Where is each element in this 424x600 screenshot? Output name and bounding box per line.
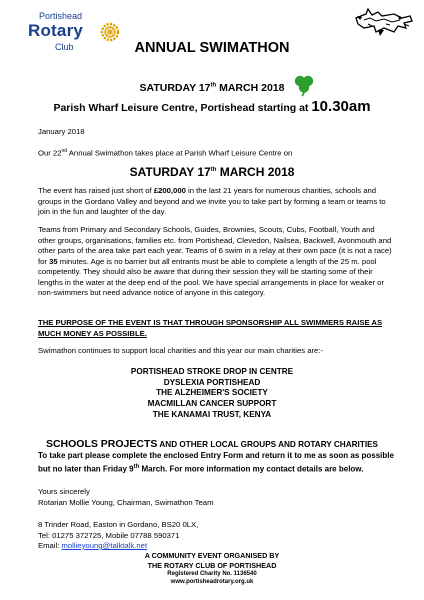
- charity-number: Registered Charity No. 1136540: [167, 571, 257, 578]
- contact-email-row: Email: mollieyoung@talktalk.net: [38, 541, 148, 550]
- shamrock-icon: [291, 73, 317, 97]
- charities-intro: Swimathon continues to support local charities and this year our main charities are:-: [38, 346, 324, 355]
- big-event-date: SATURDAY 17th MARCH 2018: [129, 165, 295, 179]
- contact-details: [38, 520, 394, 552]
- event-venue: Parish Wharf Leisure Centre, Portishead starting at 10.30am: [53, 98, 371, 115]
- entry-instructions: To take part please complete the enclosed Entry Form and return it to me as soon as possible but no later than Friday 9th March. For more information my contact details are below.: [38, 451, 394, 474]
- charity-item: DYSLEXIA PORTISHEAD: [163, 377, 261, 387]
- rotary-wheel-icon: [100, 22, 120, 42]
- charity-item: PORTISHEAD STROKE DROP IN CENTRE: [130, 367, 294, 376]
- footer: [0, 551, 424, 586]
- logo-portishead: Portishead: [39, 11, 83, 21]
- swim-minutes: 35: [49, 256, 58, 266]
- page-title: ANNUAL SWIMATHON: [134, 40, 290, 56]
- charity-item: MACMILLAN CANCER SUPPORT: [147, 399, 277, 409]
- letter-date: January 2018: [38, 127, 85, 136]
- purpose-statement: THE PURPOSE OF THE EVENT IS THAT THROUGH SPONSORSHIP ALL SWIMMERS RAISE AS MUCH MONEY AS POSSIBLE.: [38, 318, 383, 338]
- start-time: 10.30am: [311, 98, 371, 115]
- email-link[interactable]: mollieyoung@talktalk.net: [61, 541, 148, 550]
- website-link[interactable]: www.portisheadrotary.org.uk: [170, 579, 254, 586]
- amount-raised: £200,000: [153, 186, 186, 195]
- signoff: [38, 487, 394, 508]
- charity-list: [0, 367, 424, 421]
- fundraising-paragraph: The event has raised just short of £200,000 in the last 21 years for numerous charities, schools and groups in the Gordano Valley and beyond and we invite you to take part by forming a team or teams to join in the fun and laughter of the day.: [38, 186, 386, 216]
- footer-line: A COMMUNITY EVENT ORGANISED BY: [144, 551, 280, 560]
- event-date: SATURDAY 17th MARCH 2018: [139, 82, 285, 94]
- teams-paragraph: Teams from Primary and Secondary Schools, Guides, Brownies, Scouts, Cubs, Football, Youth and other groups, organisations, families etc. from Portishead, Clevedon, Nailsea, Backwell, Avonmouth and other parts of the area take part each year. Teams of 6 swim in a relay at their own pace (it is not a race) for 35 minutes. Age is no barrier but all entrants must be able to complete a length of the 25 m. pool competently. They should also be aware that during their session they will be starting some of their lengths in the water at the deep end of the pool. We have special arrangements in place for weaker or non-swimmers but need advance notice of anyone in this category.: [38, 225, 392, 297]
- logo-club: Club: [55, 42, 74, 52]
- contact-address: 8 Trinder Road, Easton in Gordano, BS20 0LX,: [38, 520, 199, 529]
- signoff-greeting: Yours sincerely: [38, 487, 90, 496]
- intro-line: Our 22nd Annual Swimathon takes place at Parish Wharf Leisure Centre on: [38, 148, 293, 158]
- logo-rotary: Rotary: [28, 21, 84, 40]
- dragon-mascot-icon: [354, 6, 414, 38]
- contact-phone: Tel: 01275 372725, Mobile 07788 590371: [38, 530, 180, 540]
- footer-line: THE ROTARY CLUB OF PORTISHEAD: [147, 560, 277, 570]
- signoff-name: Rotarian Mollie Young, Chairman, Swimathon Team: [38, 497, 214, 507]
- charity-item: THE KANAMAI TRUST, KENYA: [152, 409, 272, 419]
- schools-heading: SCHOOLS PROJECTS AND OTHER LOCAL GROUPS AND ROTARY CHARITIES: [45, 438, 379, 450]
- charity-item: THE ALZHEIMER'S SOCIETY: [156, 388, 268, 398]
